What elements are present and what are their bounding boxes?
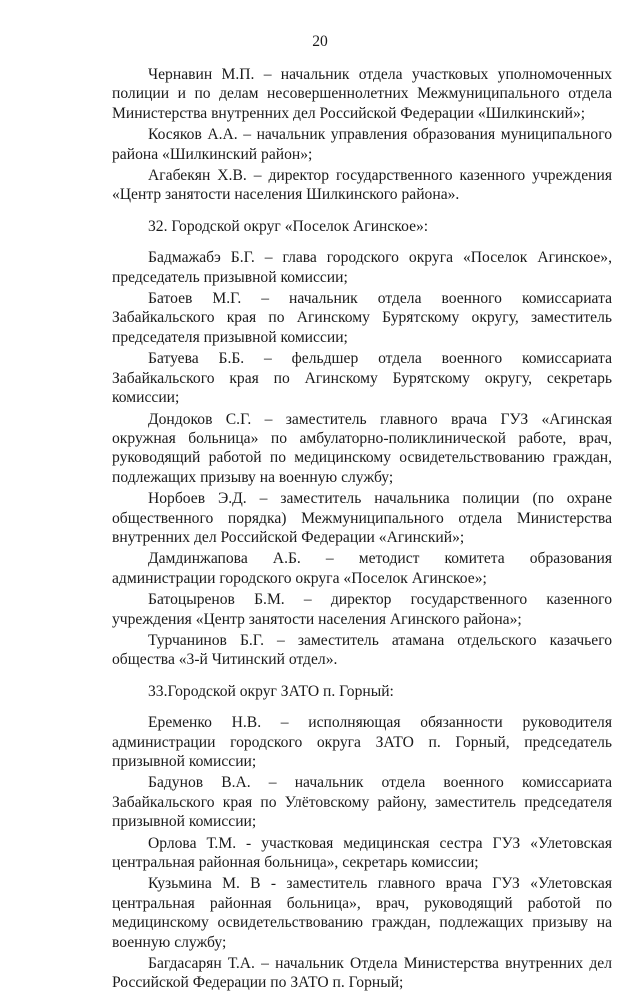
- section-heading: 33.Городской округ ЗАТО п. Горный:: [148, 682, 394, 700]
- paragraph: Агабекян Х.В. – директор государственного казенного учреждения «Центр занятости населения Шилкинского района».: [112, 167, 612, 204]
- paragraph: Кузьмина М. В - заместитель главного врача ГУЗ «Улетовская центральная районная больница», врач, руководящий работой по медицинскому освидетельствованию граждан, подлежащих призыву на военную службу;: [112, 875, 612, 951]
- paragraph: Косяков А.А. – начальник управления образования муниципального района «Шилкинский район»;: [112, 126, 612, 163]
- paragraph: Бадмажабэ Б.Г. – глава городского округа «Поселок Агинское», председатель призывной комиссии;: [112, 249, 612, 286]
- page-number: 20: [312, 33, 328, 50]
- paragraph: Багдасарян Т.А. – начальник Отдела Министерства внутренних дел Российской Федерации по ЗАТО п. Горный;: [112, 955, 612, 992]
- document-body: [112, 65, 612, 995]
- paragraph: Орлова Т.М. - участковая медицинская сестра ГУЗ «Улетовская центральная районная больница», секретарь комиссии;: [112, 834, 612, 872]
- paragraph: Батоцыренов Б.М. – директор государственного казенного учреждения «Центр занятости населения Агинского района»;: [112, 591, 612, 628]
- paragraph: Дондоков С.Г. – заместитель главного врача ГУЗ «Агинская окружная больница» по амбулаторно-поликлинической работе, врач, руководящий работой по медицинскому освидетельствованию граждан, подлежащих призыву на военную службу;: [112, 410, 612, 486]
- paragraph: Еременко Н.В. – исполняющая обязанности руководителя администрации городского округа ЗАТО п. Горный, председатель призывной комиссии;: [112, 714, 612, 770]
- paragraph: Дамдинжапова А.Б. – методист комитета образования администрации городского округа «Поселок Агинское»;: [112, 550, 612, 587]
- paragraph: Турчанинов Б.Г. – заместитель атамана отдельского казачьего общества «3-й Читинский отдел».: [112, 631, 612, 669]
- paragraph: Чернавин М.П. – начальник отдела участковых уполномоченных полиции и по делам несовершеннолетних Межмуниципального отдела Министерства внутренних дел Российской Федерации «Шилкинский»;: [112, 66, 612, 122]
- paragraph: Батоев М.Г. – начальник отдела военного комиссариата Забайкальского края по Агинскому Бурятскому округу, заместитель председателя призывной комиссии;: [112, 290, 612, 346]
- section-heading: 32. Городской округ «Поселок Агинское»:: [148, 217, 429, 235]
- paragraph: Норбоев Э.Д. – заместитель начальника полиции (по охране общественного порядка) Межмуниципального отдела Министерства внутренних дел Российской Федерации «Агинский»;: [112, 490, 612, 546]
- paragraph: Бадунов В.А. – начальник отдела военного комиссариата Забайкальского края по Улётовскому району, заместитель председателя призывной комиссии;: [112, 774, 612, 831]
- paragraph: Батуева Б.Б. – фельдшер отдела военного комиссариата Забайкальского края по Агинскому Бурятскому округу, секретарь комиссии;: [112, 350, 612, 407]
